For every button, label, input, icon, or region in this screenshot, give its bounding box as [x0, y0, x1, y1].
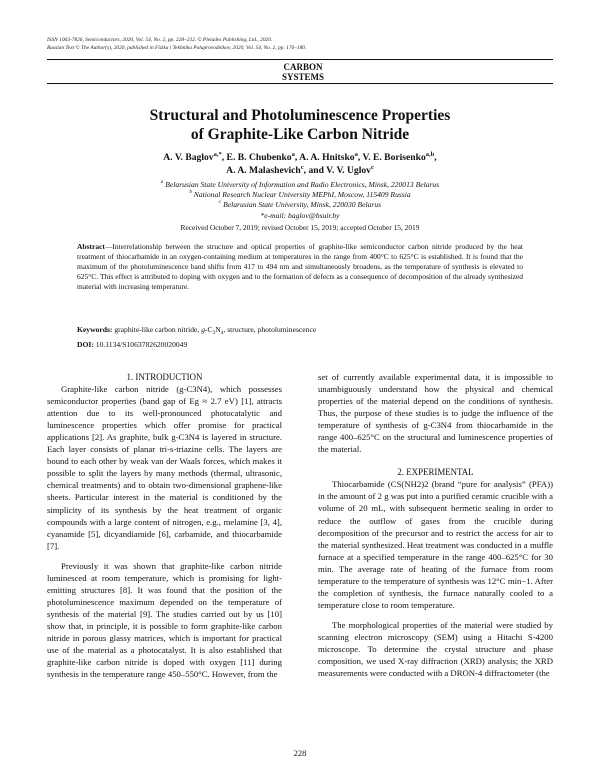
author-affiliation-mark: c [370, 164, 374, 171]
section-label-line-2: SYSTEMS [281, 72, 325, 82]
doi-label: DOI: [77, 340, 94, 349]
doi-value[interactable]: 10.1134/S1063782620020049 [95, 340, 188, 349]
contact-email: *e-mail: baglov@bsuir.by [260, 210, 340, 220]
author-affiliation-mark: a,* [213, 151, 222, 158]
affiliation-b: $^b$ National Research Nuclear University MEPhI, Moscow, 115409 Russia [189, 189, 411, 200]
abstract-label: Abstract [77, 242, 105, 251]
author-list: A. V. Baglov$^{a,*}$, E. B. Chubenko$^a$, A. A. Hnitsko$^a$, V. E. Borisenko$^{a,b}$, A. A. Malashevich$^c$, and V. V. Uglov$^c$ [163, 151, 437, 176]
author-name: A. V. Baglov [163, 152, 214, 163]
running-header-line-1: ISSN 1063-7826, Semiconductors, 2020, Vol. 54, No. 2, pp. 228–232. © Pleiades Publishing, Ltd., 2020. [47, 37, 273, 43]
page-number: 228 [293, 748, 307, 758]
section-heading-experimental: 2. EXPERIMENTAL [397, 467, 474, 478]
doi [77, 339, 523, 350]
header-rule-top [47, 59, 553, 60]
paragraph: Thiocarbamide (CS(NH2)2 (brand “pure for analysis” (PFA)) in the amount of 2 g was put into a purified ceramic crucible with a volume of 20 mL, with subsequent hermetic sealing in order to reduce the outflow of gases from the crucible during decomposition of the precursor and to restrict the access for air to the material synthesized. Heat treatment was conducted in a muffle furnace at a specified temperature in the range 400–625°C for 30 min. The average rate of heating of the furnace from room temperature to the temperature of synthesis was 12°C min−1. After the completion of synthesis, the furnace naturally cooled to a temperature close to room temperature. [318, 479, 553, 610]
author-name: A. A. Malashevich [226, 165, 301, 176]
author-name: E. B. Chubenko [226, 152, 292, 163]
abstract-text: —Interrelationship between the structure and optical properties of graphite-like semiconductor carbon nitride produced by the heat treatment of thiocarbamide in an oxygen-containing medium at temperatures in the range from 400°C to 625°C is established. It is found that the maximum of the photoluminescence band shifts from 417 to 494 nm and simultaneously broadens, as the temperature of synthesis is elevated to 625°C. This effect is attributed to doping with oxygen and to the formation of defects as a consequence of decomposition of the already synthesized material with increasing temperature. [77, 242, 523, 292]
author-name: and V. V. Uglov [308, 165, 371, 176]
affiliation-a: $^a$ Belarusian State University of Information and Radio Electronics, Minsk, 220013 Belarus [160, 179, 440, 189]
author-affiliation-mark: a [354, 151, 358, 158]
article-title-line-2: of Graphite-Like Carbon Nitride [190, 126, 410, 143]
author-name: V. E. Borisenko [362, 152, 426, 163]
affiliation-c: $^c$ Belarusian State University, Minsk, 220030 Belarus [218, 199, 382, 210]
affiliations [60, 180, 540, 221]
author-name: A. A. Hnitsko [299, 152, 355, 163]
received-dates: Received October 7, 2019; revised October 15, 2019; accepted October 15, 2019 [180, 223, 420, 232]
author-affiliation-mark: c [300, 164, 304, 171]
abstract [77, 242, 523, 292]
author-affiliation-mark: a [291, 151, 295, 158]
running-header-line-2: Russian Text © The Author(s), 2020, published in Fizika i Tekhnika Poluprovodnikov, 2020, Vol. 54, No. 2, pp. 176–180. [47, 45, 307, 51]
section-heading-introduction: 1. INTRODUCTION [126, 372, 203, 382]
article-title-line-1: Structural and Photoluminescence Properties [149, 107, 451, 124]
paragraph: Previously it was shown that graphite-like carbon nitride luminesced at room temperature, which is promising for light-emitting structures [8]. It was found that the position of the photoluminescence maximum depended on the temperature of synthesis of the material [9]. The studies carried out by us [10] show that, in principle, it is possible to form graphite-like carbon nitride in porous glassy matrices, which is important for practical use of the material as a photocatalyst. It is also established that graphite-like carbon nitride is doped with oxygen [11] during synthesis in the temperature range 450–550°C. However, from the [47, 560, 282, 680]
paragraph: Graphite-like carbon nitride (g-C3N4), which possesses semiconductor properties (band gap of Eg ≈ 2.7 eV) [1], attracts attention due to its well-pronounced photocatalytic and luminescence properties which offer promise for practical applications [2]. As graphite, bulk g-C3N4 is layered in structure. Each layer consists of planar tri-s-triazine cells. The layers are bound to each other by weak van der Waals forces, which makes it possible to split the layers by many methods (thermal, ultrasonic, chemical treatments) and to obtain two-dimensional graphene-like sheets. Particular interest in the material is conditioned by the simplicity of its synthesis by the heat treatment of organic compounds with a large content of nitrogen, e.g., melamine [3, 4], cyanamide [5], dicyandiamide [6], carbamide, and thiocarbamide [7]. [47, 384, 282, 551]
keywords: Keywords: graphite-like carbon nitride, $g-C_3N_4$, structure, photoluminescence [77, 325, 317, 336]
section-label-line-1: CARBON [283, 62, 323, 72]
column-right [318, 371, 553, 679]
section-label [262, 62, 344, 82]
column-left [47, 371, 282, 680]
paragraph: set of currently available experimental data, it is impossible to unambiguously understand how the physical and chemical properties of the material depend on the conditions of synthesis. Thus, the purpose of these studies is to judge the influence of the temperature of synthesis of g-C3N4 from thiocarbamide in the range 400–625°C on the structural and luminescence properties of the material. [318, 372, 553, 455]
author-affiliation-mark: a,b [425, 151, 435, 158]
article-title [60, 106, 540, 144]
paragraph: The morphological properties of the material were studied by scanning electron microscopy (SEM) using a Hitachi S-4200 microscope. To determine the crystal structure and phase composition, we used X-ray diffraction (XRD) analysis; the XRD measurements were conducted with a DRON-4 diffractometer (the [318, 619, 553, 679]
header-rule-bottom [47, 83, 553, 84]
keywords-label: Keywords: [77, 325, 113, 334]
